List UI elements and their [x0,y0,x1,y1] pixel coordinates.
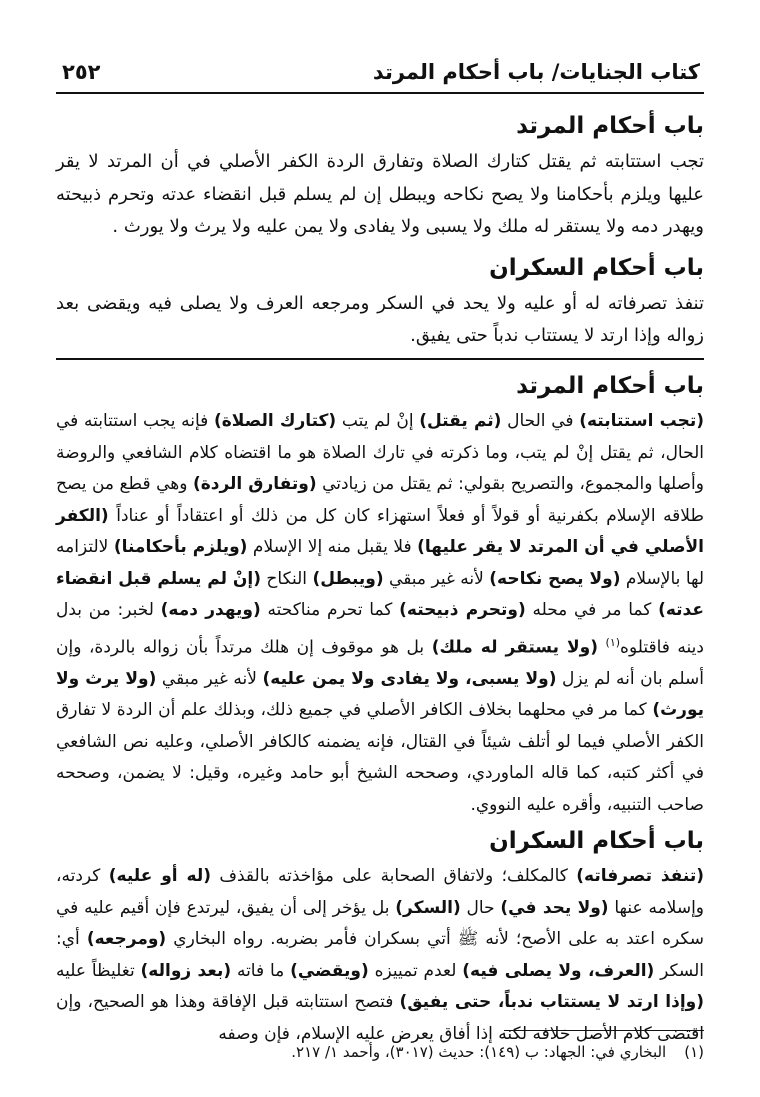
quoted-matn: (العرف، ولا يصلى فيه) [462,960,655,981]
commentary-text: النكاح [261,568,313,589]
commentary-text: إنْ لم يتب [336,411,420,431]
quoted-matn: (ولا يرث ولا يورث) [56,668,704,721]
quoted-matn: (ويقضي) [290,960,369,981]
matn-heading-apostate: باب أحكام المرتد [516,113,704,139]
quoted-matn: (بعد زواله) [140,960,232,981]
quoted-matn: (ويبطل) [312,568,384,589]
quoted-matn: (الكفر الأصلي في أن المرتد لا يقر عليها) [56,505,704,557]
matn-paragraph-drunk: تنفذ تصرفاته له أو عليه ولا يحد في السكر ومرجعه العرف ولا يصلى فيه ويقضى بعد زواله وإذا ارتد لا يستتاب ندباً حتى يفيق. [56,292,704,346]
quoted-matn: (ولا يستقر له ملك) [431,637,598,658]
quoted-matn: (تجب استتابته) [579,411,704,431]
commentary-text [598,637,606,657]
footnote [56,1040,704,1064]
footnote-rule [504,1030,704,1031]
sharh-paragraph-apostate [56,406,704,821]
commentary-text: بل هو موقوف إن هلك مرتداً بأن زواله بالردة، وإن أسلم بان أنه لم يزل [56,637,704,689]
commentary-text: كردته، وإسلامه عنها [56,866,704,918]
quoted-matn: (ويهدر دمه) [160,600,261,620]
commentary-text: كالمكلف؛ ولاتفاق الصحابة على مؤاخذته بالقذف [210,866,577,887]
quoted-matn: (تنفذ تصرفاته) [576,866,704,887]
commentary-text: فلا يقبل منه إلا الإسلام [247,537,418,557]
quoted-matn: (وتحرم ذبيحته) [399,600,526,620]
commentary-text: لخبر: من بدل دينه فاقتلوه [56,600,704,658]
commentary-text: في الحال [501,411,580,431]
commentary-text: ما فاته [231,960,291,981]
running-header [56,56,704,94]
sharh-heading-drunk: باب أحكام السكران [489,828,704,855]
commentary-text: لأنه غير مبقي [383,568,490,589]
quoted-matn: (ويلزم بأحكامنا) [113,537,248,557]
quoted-matn: (وتفارق الردة) [192,474,317,494]
section-divider [56,358,704,360]
commentary-text: لالتزامه لها بالإسلام [56,537,705,589]
commentary-text: بل يؤخر إلى أن يفيق، ليرتدع فإن أقيم عليه في سكره اعتد به على الأصح؛ لأنه ﷺ أتي بسكران فأمر بضربه. رواه البخاري [56,897,705,950]
commentary-text: فإنه يجب استتابته في الحال، ثم يقتل إنْ لم يتب، وما ذكرته في تارك الصلاة هو ما اقتضاه كلام الشافعي والروضة وأصلها والمجموع، والتصريح بقولي: ثم يقتل من زيادتي [56,411,704,494]
sharh-section [56,366,704,1050]
quoted-matn: (ومرجعه) [86,929,167,950]
commentary-text: تغليظاً عليه [56,960,141,981]
matn-section [56,106,704,353]
quoted-matn: (كتارك الصلاة) [213,411,337,431]
commentary-text: كما تحرم مناكحته [260,600,400,620]
quoted-matn: (له أو عليه) [108,866,211,887]
quoted-matn: (ثم يقتل) [419,411,502,431]
sharh-paragraph-drunk [56,861,704,1050]
quoted-matn: (وإذا ارتد لا يستتاب ندباً، حتى يفيق) [399,992,704,1013]
commentary-text: فتصح استتابته قبل الإفاقة وهذا هو الصحيح، وإن اقتضى كلام الأصل خلافه لكنه إذا أفاق يعرض عليه الإسلام، فإن وصفه [56,992,704,1044]
page-number: ٢٥٢ [62,60,101,84]
quoted-matn: (ولا يسبى، ولا يفادى ولا يمن عليه) [262,668,557,689]
commentary-text: كما مر في محله [525,600,659,620]
quoted-matn: (السكر) [395,897,461,918]
quoted-matn: (ولا يصح نكاحه) [489,568,621,589]
sharh-heading-apostate: باب أحكام المرتد [516,373,704,399]
commentary-text: أي: السكر [56,929,704,981]
commentary-text: حال [460,897,501,918]
quoted-matn: (إنْ لم يسلم قبل انقضاء عدته) [56,568,704,620]
matn-heading-drunk: باب أحكام السكران [489,254,704,281]
footnote-text: البخاري في: الجهاد: ب (١٤٩): حديث (٣٠١٧)، وأحمد ١/ ٢١٧. [291,1043,667,1061]
quoted-matn: (ولا يحد في) [500,897,609,918]
commentary-text: لأنه غير مبقي [156,668,263,689]
matn-paragraph-apostate: تجب استتابته ثم يقتل كتارك الصلاة وتفارق الردة الكفر الأصلي في أن المرتد لا يقر عليها ويلزم بأحكامنا ولا يصح نكاحه ويبطل إن لم يسلم قبل انقضاء عدته وتحرم ذبيحته ويهدر دمه ولا يستقر له ملك ولا يسبى ولا يفادى ولا يمن عليه ولا يرث ولا يورث . [56,151,704,237]
commentary-text: كما مر في محلهما بخلاف الكافر الأصلي في جميع ذلك، وبذلك علم أن الردة لا تفارق الكفر الأصلي فيما لو أتلف شيئاً في القتال، فإنه يضمنه كالكافر الأصلي، وعليه نص الشافعي في أكثر كتبه، كما قاله الماوردي، وصححه الشيخ أبو حامد وغيره، وقيل: لا يضمن، وصححه صاحب التنبيه، وأقره عليه النووي. [56,700,704,815]
running-title: كتاب الجنايات/ باب أحكام المرتد [372,60,700,84]
commentary-text: لعدم تمييزه [368,960,463,981]
footnote-ref[interactable]: (١) [605,635,621,649]
commentary-text: وهي قطع من يصح طلاقه الإسلام بكفرنية أو قولاً أو فعلاً استهزاء كان كل من ذلك أو اعتقاداً أو عناداً [56,474,704,526]
footnote-number: (١) [684,1043,704,1061]
